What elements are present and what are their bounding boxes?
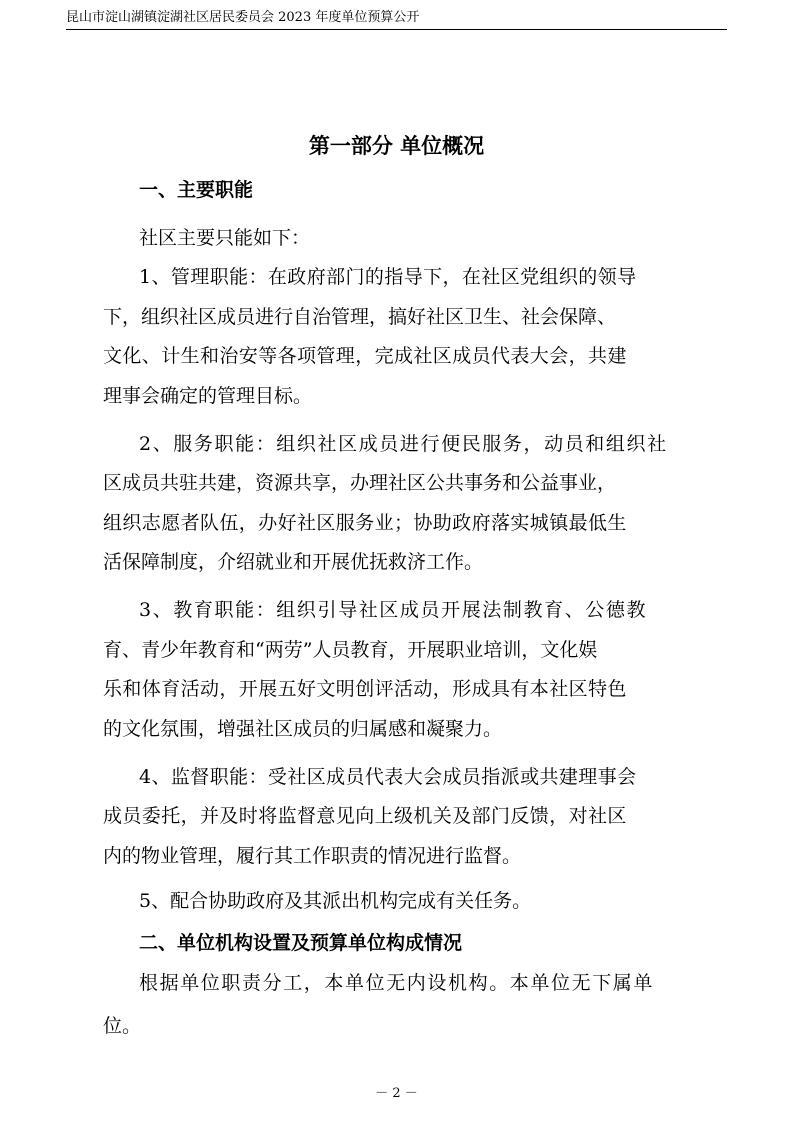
page-title: 第一部分 单位概况	[308, 133, 485, 158]
item3-line-4: 的文化氛围，增强社区成员的归属感和凝聚力。	[103, 718, 503, 740]
item3-line-3: 乐和体育活动，开展五好文明创评活动，形成具有本社区特色	[103, 678, 627, 700]
organization-line-2: 位。	[103, 1015, 142, 1037]
item2-line-2: 区成员共驻共建，资源共享，办理社区公共事务和公益事业，	[103, 472, 617, 494]
item3-line-1: 3、教育职能：组织引导社区成员开展法制教育、公德教	[139, 599, 648, 621]
page-number: － 2 －	[375, 1086, 418, 1101]
item3-line-2: 育、青少年教育和“两劳”人员教育，开展职业培训，文化娱	[103, 639, 598, 661]
item4-line-3: 内的物业管理，履行其工作职责的情况进行监督。	[103, 845, 522, 867]
item4-line-1: 4、监督职能：受社区成员代表大会成员指派或共建理事会	[139, 766, 637, 788]
item4-line-2: 成员委托，并及时将监督意见向上级机关及部门反馈，对社区	[103, 805, 627, 827]
item2-line-3: 组织志愿者队伍，办好社区服务业；协助政府落实城镇最低生	[103, 512, 627, 534]
section-heading-main-functions: 一、主要职能	[139, 179, 254, 201]
section-heading-organization: 二、单位机构设置及预算单位构成情况	[139, 932, 463, 954]
item1-line-2: 下，组织社区成员进行自治管理，搞好社区卫生、社会保障、	[103, 306, 617, 328]
item2-line-1: 2、服务职能：组织社区成员进行便民服务，动员和组织社	[139, 433, 668, 455]
functions-intro: 社区主要只能如下：	[139, 227, 311, 249]
organization-line-1: 根据单位职责分工，本单位无内设机构。本单位无下属单	[139, 972, 655, 994]
running-header: 昆山市淀山湖镇淀湖社区居民委员会 2023 年度单位预算公开	[66, 10, 420, 25]
item1-line-1: 1、管理职能：在政府部门的指导下，在社区党组织的领导	[139, 266, 637, 288]
item1-line-4: 理事会确定的管理目标。	[103, 385, 313, 407]
item2-line-4: 活保障制度，介绍就业和开展优抚救济工作。	[103, 551, 484, 573]
item1-line-3: 文化、计生和治安等各项管理，完成社区成员代表大会，共建	[103, 345, 627, 367]
item5-line: 5、配合协助政府及其派出机构完成有关任务。	[139, 890, 532, 912]
header-rule	[66, 29, 727, 30]
